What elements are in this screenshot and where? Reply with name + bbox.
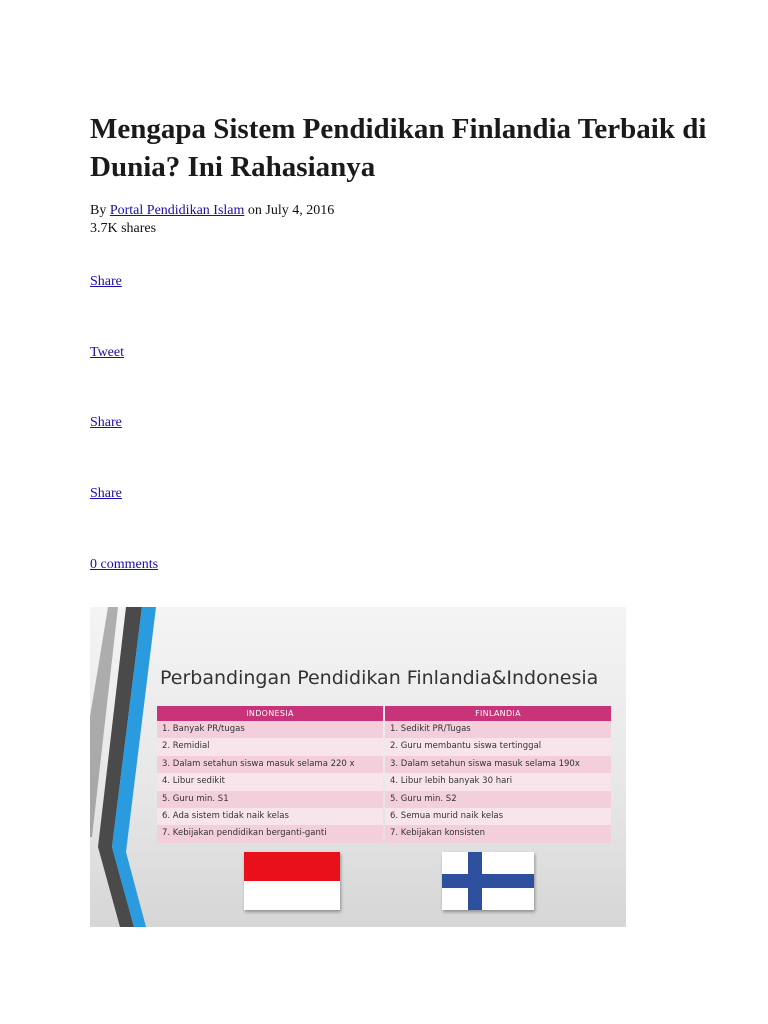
table-row (157, 721, 611, 738)
cell-finlandia: 2. Guru membantu siswa tertinggal (385, 738, 611, 755)
pinterest-share-link[interactable]: Share (90, 486, 122, 501)
comparison-table (157, 706, 611, 843)
publish-date: on July 4, 2016 (247, 203, 335, 218)
cell-indonesia: 7. Kebijakan pendidikan berganti-ganti (157, 825, 383, 842)
header-indonesia: INDONESIA (157, 706, 383, 721)
byline-prefix: By (90, 203, 107, 218)
table-row (157, 756, 611, 773)
cell-finlandia: 6. Semua murid naik kelas (385, 808, 611, 825)
finland-flag-icon (442, 852, 534, 910)
table-row (157, 825, 611, 842)
cell-finlandia: 3. Dalam setahun siswa masuk selama 190x (385, 756, 611, 773)
header-finlandia: FINLANDIA (385, 706, 611, 721)
cell-indonesia: 1. Banyak PR/tugas (157, 721, 383, 738)
byline (90, 202, 334, 220)
facebook-share-link[interactable]: Share (90, 274, 122, 289)
tweet-link[interactable]: Tweet (90, 345, 125, 360)
cell-finlandia: 7. Kebijakan konsisten (385, 825, 611, 842)
table-header (157, 706, 611, 721)
article-title: Mengapa Sistem Pendidikan Finlandia Terbaik di Dunia? Ini Rahasianya (90, 113, 707, 183)
infographic-title: Perbandingan Pendidikan Finlandia&Indonesia (160, 667, 599, 689)
table-row (157, 808, 611, 825)
cell-finlandia: 4. Libur lebih banyak 30 hari (385, 773, 611, 790)
comparison-infographic (90, 607, 626, 927)
indonesia-flag-icon (244, 852, 340, 910)
cell-indonesia: 2. Remidial (157, 738, 383, 755)
cell-finlandia: 5. Guru min. S2 (385, 791, 611, 808)
table-row (157, 773, 611, 790)
google-share-link[interactable]: Share (90, 415, 122, 430)
share-count: 3.7K shares (90, 221, 157, 236)
cell-indonesia: 6. Ada sistem tidak naik kelas (157, 808, 383, 825)
table-row (157, 738, 611, 755)
comments-link[interactable]: 0 comments (90, 557, 159, 572)
cell-indonesia: 5. Guru min. S1 (157, 791, 383, 808)
table-row (157, 791, 611, 808)
cell-indonesia: 3. Dalam setahun siswa masuk selama 220 x (157, 756, 383, 773)
cell-indonesia: 4. Libur sedikit (157, 773, 383, 790)
author-link[interactable]: Portal Pendidikan Islam (109, 203, 245, 218)
cell-finlandia: 1. Sedikit PR/Tugas (385, 721, 611, 738)
